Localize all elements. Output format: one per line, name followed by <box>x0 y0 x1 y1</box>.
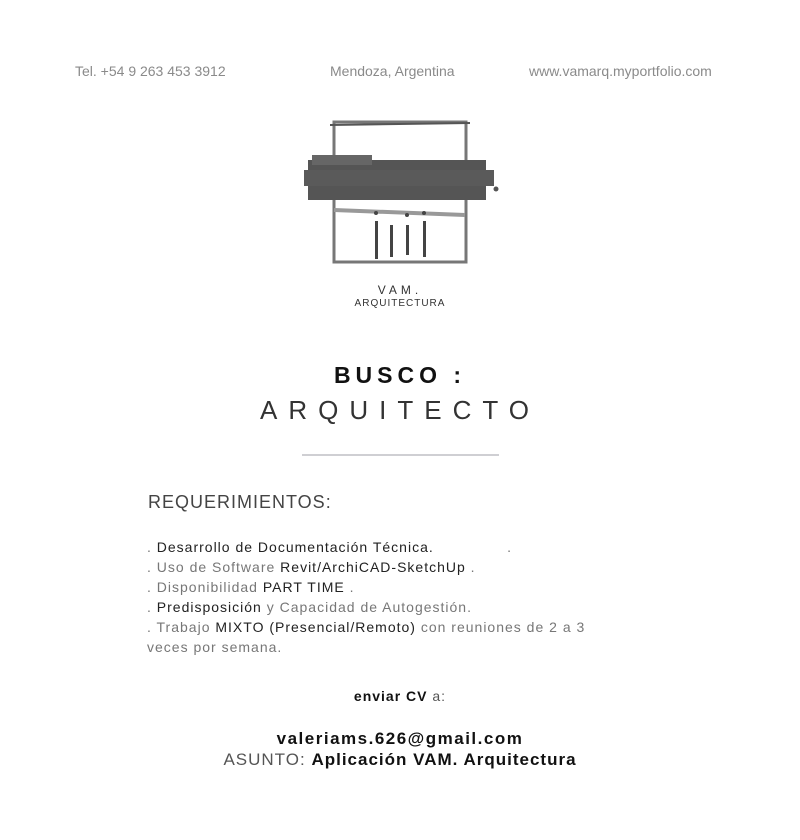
requirement-item: . Desarrollo de Documentación Técnica. . <box>147 539 512 555</box>
requirement-highlight: Revit/ArchiCAD-SketchUp <box>280 559 466 575</box>
contact-website[interactable]: www.vamarq.myportfolio.com <box>529 63 712 79</box>
send-cv-label: enviar CV a: <box>353 688 447 704</box>
heading-role: ARQUITECTO <box>260 395 540 425</box>
requirement-highlight: MIXTO (Presencial/Remoto) <box>215 619 416 635</box>
vam-logo-icon <box>300 115 500 270</box>
contact-phone: Tel. +54 9 263 453 3912 <box>75 63 226 79</box>
contact-city: Mendoza, Argentina <box>330 63 455 79</box>
requirement-item: . Predisposición y Capacidad de Autogestión. <box>147 599 472 615</box>
requirement-highlight: Predisposición <box>156 599 262 615</box>
contact-email[interactable]: valeriams.626@gmail.com <box>276 729 524 748</box>
divider <box>302 454 499 456</box>
requirement-item: . Disponibilidad PART TIME . <box>147 579 355 595</box>
requirement-item: . Uso de Software Revit/ArchiCAD-SketchUp . <box>147 559 476 575</box>
subject-value: Aplicación VAM. Arquitectura <box>311 750 577 769</box>
email-subject <box>0 750 800 770</box>
requirement-highlight: PART TIME <box>262 579 345 595</box>
logo-subtitle: ARQUITECTURA <box>354 298 446 309</box>
logo-name: VAM. <box>377 283 423 297</box>
requirements-list <box>147 537 647 657</box>
heading-busco: BUSCO : <box>333 362 467 388</box>
requirement-highlight: Desarrollo de Documentación Técnica. <box>156 539 434 555</box>
requirements-title: REQUERIMIENTOS: <box>148 492 332 512</box>
requirement-item: veces por semana. <box>147 639 283 655</box>
subject-label: ASUNTO: <box>223 750 312 769</box>
requirement-item: . Trabajo MIXTO (Presencial/Remoto) con reuniones de 2 a 3 <box>147 619 586 635</box>
